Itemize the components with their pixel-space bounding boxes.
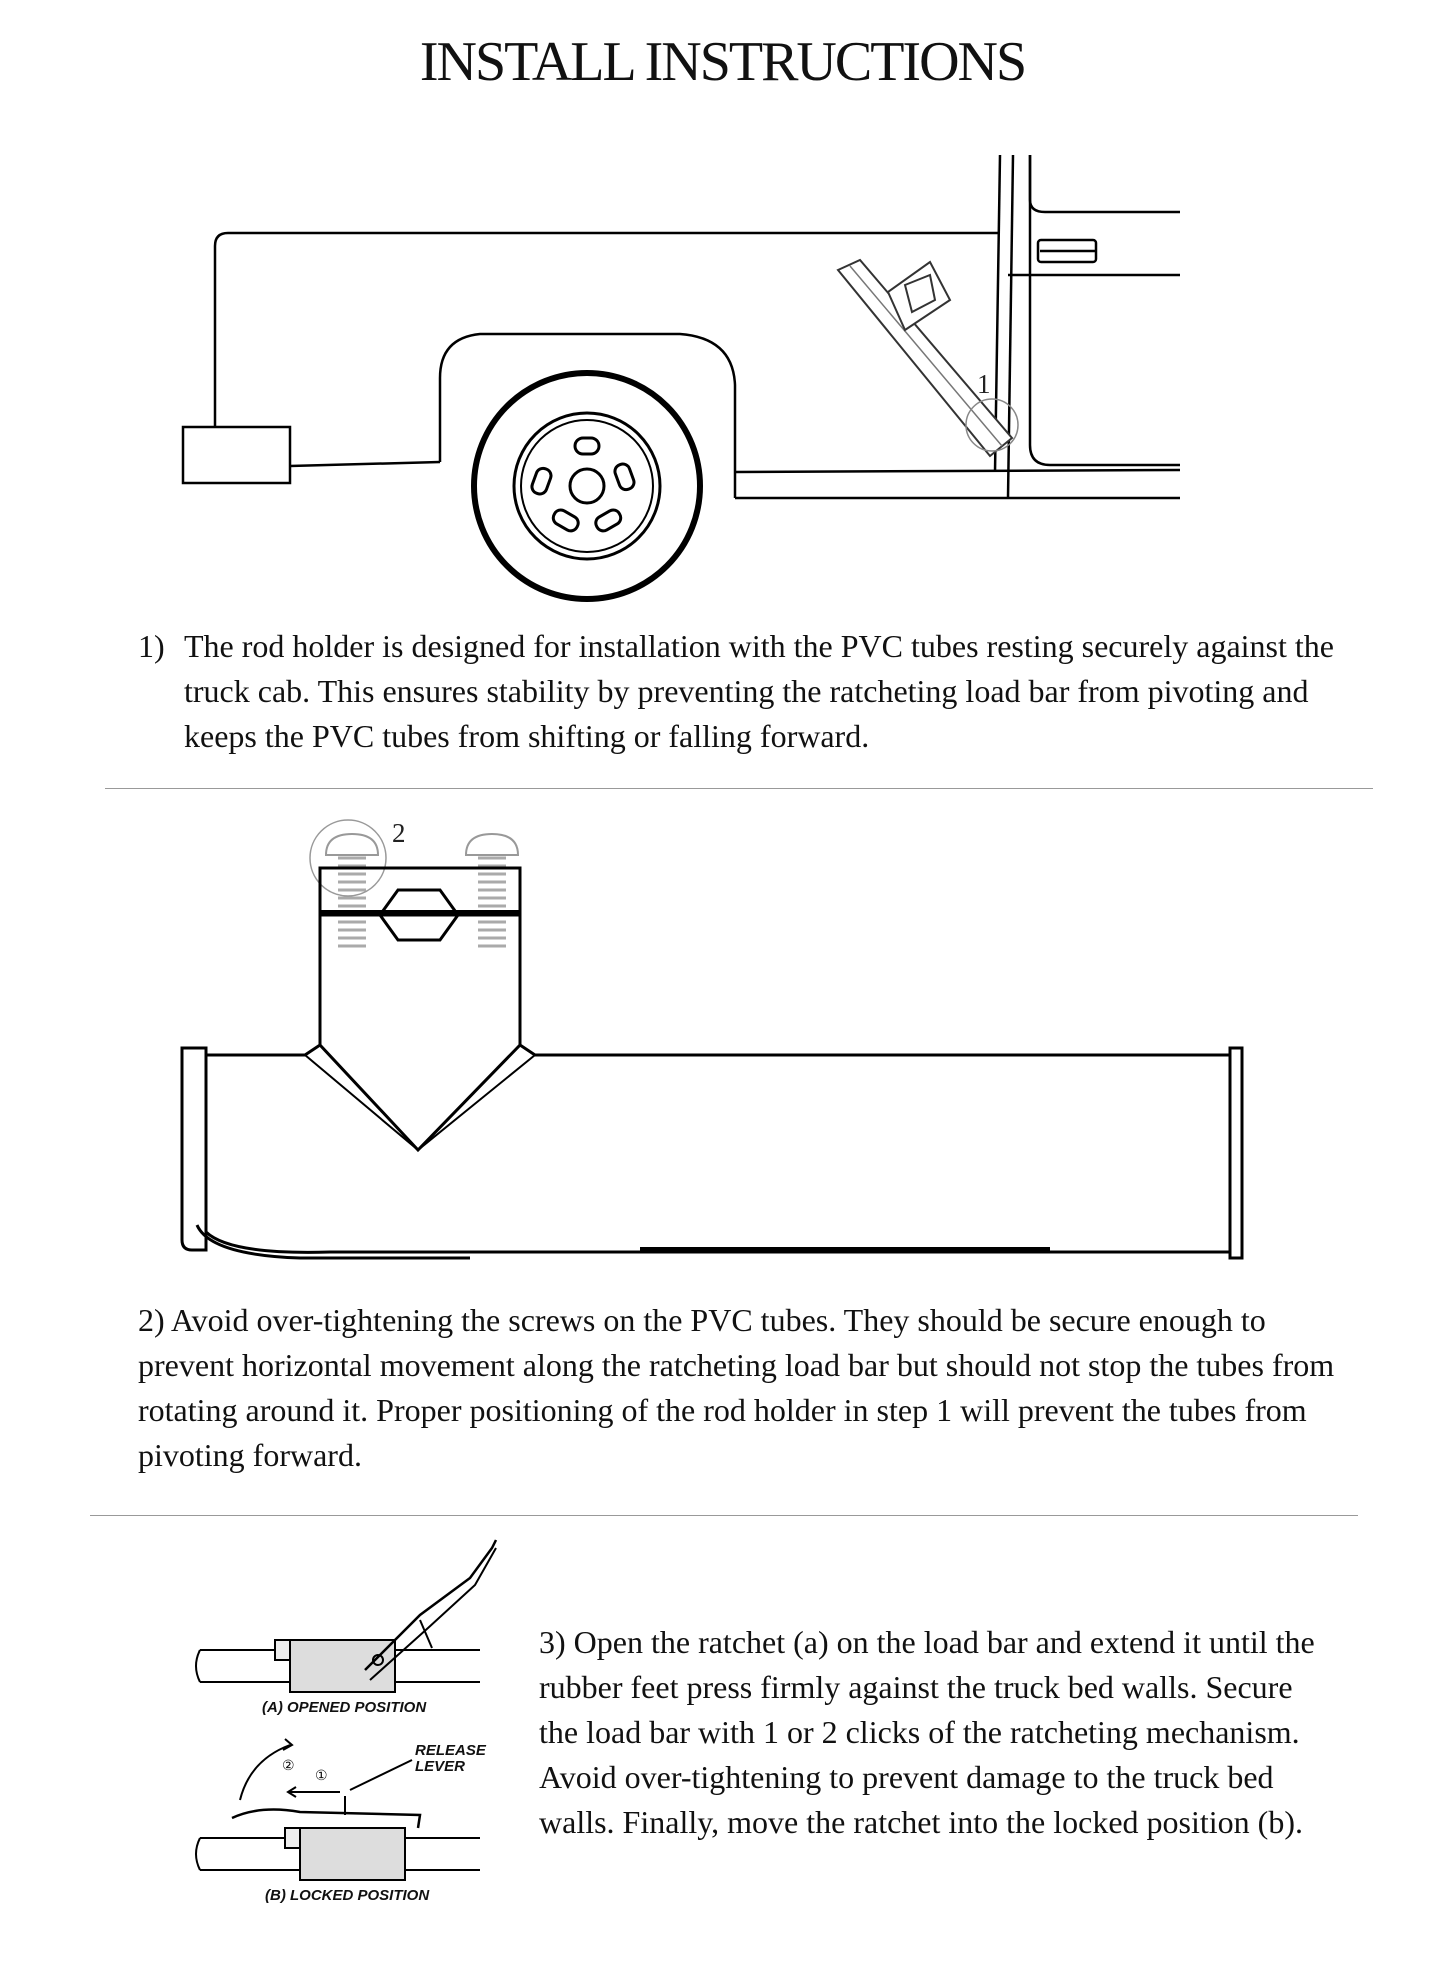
callout-2: 2	[392, 818, 406, 848]
step-2-instruction: 2) Avoid over-tightening the screws on the PVC tubes. They should be secure enough to prevent horizontal movement along the ratcheting load bar but should not stop the tubes from rotating around it. Proper positioning of the rod holder in step 1 will prevent the tubes from pivoting forward.	[138, 1302, 1335, 1473]
divider-1	[105, 788, 1373, 789]
label-opened-position: (A) OPENED POSITION	[262, 1699, 427, 1716]
marker-1: ①	[315, 1767, 328, 1783]
step-1-number: 1)	[138, 628, 165, 664]
truck-illustration	[170, 150, 1180, 620]
step-1-text: The rod holder is designed for installation with the PVC tubes resting securely against the truck cab. This ensures stability by preventing the ratcheting load bar from pivoting and keeps the PVC tubes from shifting or falling forward.	[184, 628, 1334, 754]
label-release-lever-2: LEVER	[415, 1758, 466, 1775]
label-locked-position: (B) LOCKED POSITION	[265, 1887, 430, 1904]
label-release-lever-1: RELEASE	[415, 1742, 486, 1759]
ratchet-illustration	[180, 1535, 520, 1915]
step-3-instruction: 3) Open the ratchet (a) on the load bar and extend it until the rubber feet press firmly against the truck bed walls. Secure the load bar with 1 or 2 clicks of the ratcheting mechanism. Avoid over-tightening to prevent damage to the truck bed walls. Finally, move the ratchet into the locked position (b).	[539, 1624, 1315, 1840]
marker-2: ②	[282, 1757, 295, 1773]
pvc-tube-clamp-illustration	[170, 810, 1260, 1280]
page-title: INSTALL INSTRUCTIONS	[419, 31, 1026, 93]
divider-2	[90, 1515, 1358, 1516]
callout-1: 1	[977, 369, 991, 399]
